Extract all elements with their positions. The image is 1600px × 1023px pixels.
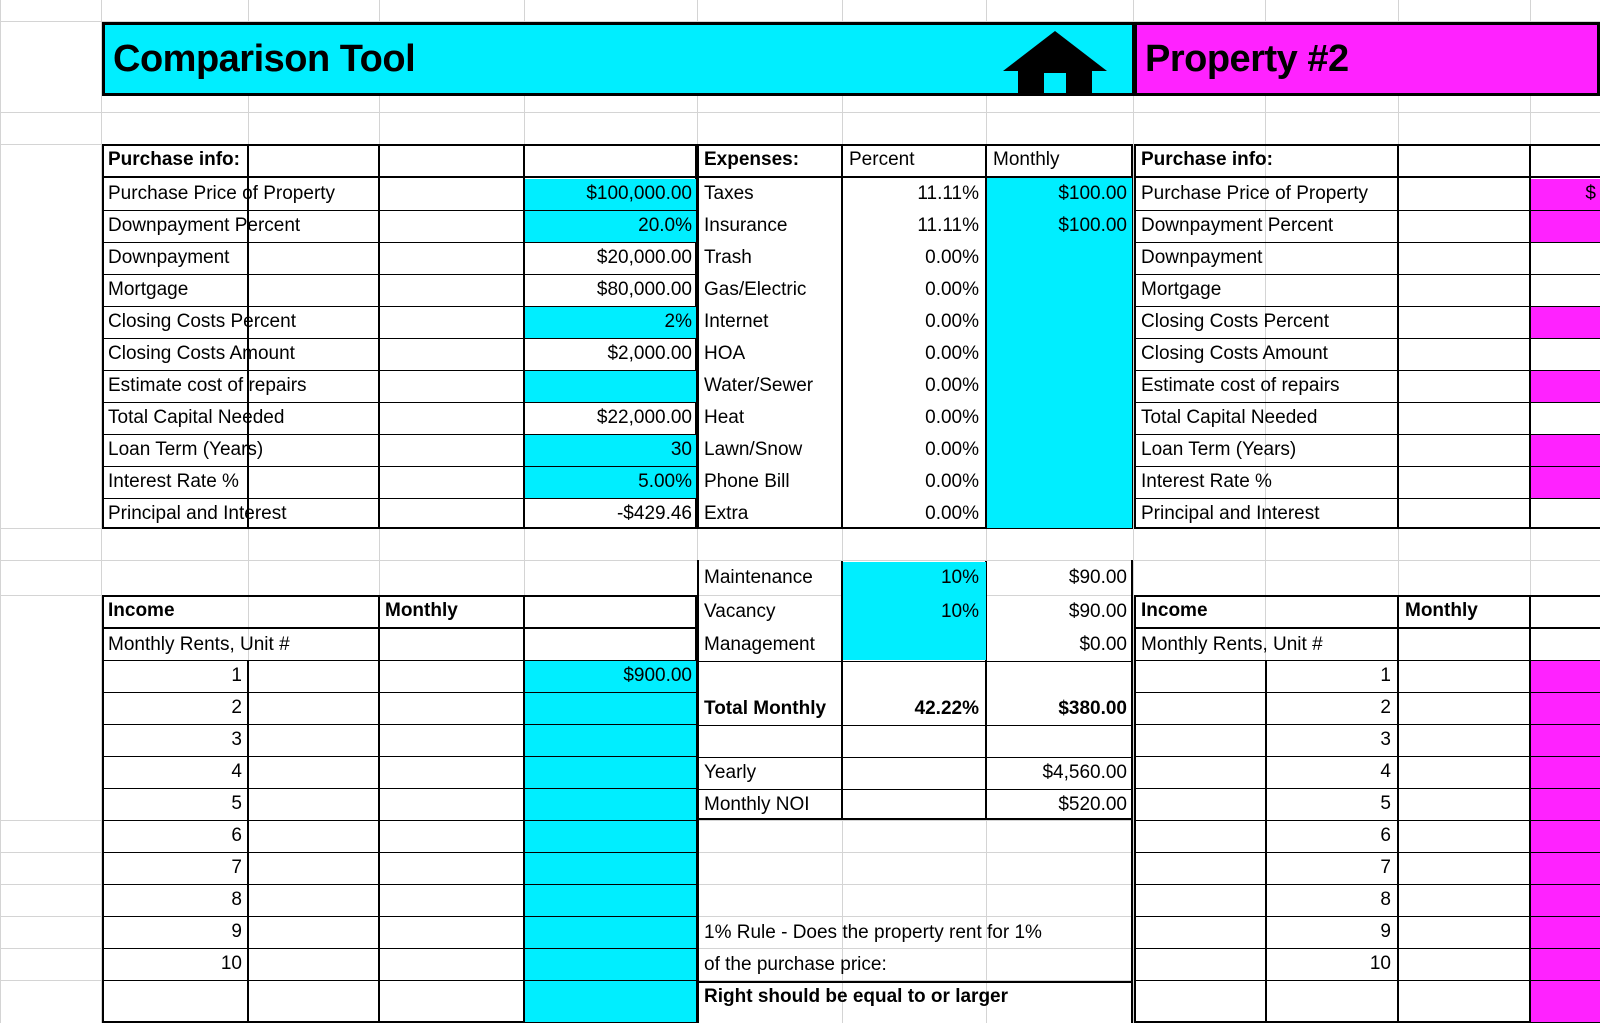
p2-unit-number: 4	[1380, 761, 1391, 782]
expense-label: HOA	[704, 343, 746, 364]
p1-purchase-label: Interest Rate %	[108, 471, 239, 492]
expense-percent: 11.11%	[917, 215, 979, 236]
p1-purchase-value[interactable]: 2%	[525, 307, 696, 339]
gridline	[0, 0, 1, 1023]
p1-purchase-value[interactable]: $100,000.00	[525, 179, 696, 211]
expense-label: Phone Bill	[704, 471, 790, 492]
p1-unit-number: 9	[231, 921, 242, 942]
expense-percent: 0.00%	[925, 503, 979, 524]
expense-percent: 0.00%	[925, 343, 979, 364]
block-divider	[697, 820, 699, 1023]
p2-purchase-label: Closing Costs Amount	[1141, 343, 1328, 364]
p2-unit-number: 1	[1380, 665, 1391, 686]
one-percent-rule-line3: Right should be equal to or larger	[704, 986, 1009, 1007]
row-divider	[102, 980, 697, 981]
p2-purchase-label: Downpayment	[1141, 247, 1263, 268]
p1-purchase-label: Mortgage	[108, 279, 189, 300]
row-divider	[697, 725, 1133, 726]
p1-unit-number: 8	[231, 889, 242, 910]
p2-purchase-label: Interest Rate %	[1141, 471, 1272, 492]
expense-percent: 11.11%	[917, 183, 979, 204]
expenses-percent-header: Percent	[849, 149, 915, 170]
p1-unit-value[interactable]: $900.00	[525, 661, 696, 693]
p1-purchase-value[interactable]: $80,000.00	[596, 279, 692, 300]
p2-purchase-label: Purchase Price of Property	[1141, 183, 1369, 204]
p2-purchase-header: Purchase info:	[1141, 149, 1273, 170]
p1-purchase-label: Closing Costs Amount	[108, 343, 295, 364]
block-divider	[1397, 144, 1399, 529]
expense-monthly[interactable]: $100.00	[987, 179, 1131, 211]
property2-title: Property #2	[1145, 37, 1349, 80]
expense-percent: 0.00%	[925, 311, 979, 332]
p1-purchase-value[interactable]: $22,000.00	[596, 407, 692, 428]
p1-purchase-value[interactable]: 20.0%	[525, 211, 696, 243]
one-percent-rule-line1: 1% Rule - Does the property rent for 1%	[704, 922, 1042, 943]
p2-purchase-value[interactable]	[1531, 371, 1600, 403]
monthly-noi-label: Monthly NOI	[704, 794, 810, 815]
p2-purchase-label: Total Capital Needed	[1141, 407, 1318, 428]
expense-percent: 0.00%	[925, 407, 979, 428]
p1-purchase-label: Estimate cost of repairs	[108, 375, 307, 396]
p1-income-subheader: Monthly Rents, Unit #	[108, 634, 290, 655]
p2-purchase-label: Loan Term (Years)	[1141, 439, 1297, 460]
house-icon	[1000, 29, 1110, 96]
p1-purchase-label: Principal and Interest	[108, 503, 287, 524]
yearly-label: Yearly	[704, 762, 757, 783]
block-divider	[1131, 820, 1133, 1023]
expense-percent: 0.00%	[925, 375, 979, 396]
p1-purchase-label: Loan Term (Years)	[108, 439, 264, 460]
expense-label: Gas/Electric	[704, 279, 807, 300]
expense-label: Heat	[704, 407, 745, 428]
p1-purchase-value[interactable]: $20,000.00	[596, 247, 692, 268]
expense-percent: 0.00%	[925, 279, 979, 300]
variable-monthly: $90.00	[1068, 601, 1127, 622]
p2-purchase-label: Principal and Interest	[1141, 503, 1320, 524]
p1-purchase-label: Total Capital Needed	[108, 407, 285, 428]
variable-monthly: $0.00	[1079, 634, 1127, 655]
p1-purchase-value[interactable]: 30	[525, 435, 696, 467]
p2-unit-number: 2	[1380, 697, 1391, 718]
total-monthly-percent: 42.22%	[914, 698, 979, 719]
block-divider	[247, 660, 249, 1023]
variable-label: Management	[704, 634, 815, 655]
p2-unit-number: 8	[1380, 889, 1391, 910]
p2-income-value-band[interactable]	[1531, 661, 1600, 1022]
expense-percent: 0.00%	[925, 439, 979, 460]
total-monthly-value: $380.00	[1058, 698, 1127, 719]
p1-unit-number: 6	[231, 825, 242, 846]
p2-purchase-value[interactable]	[1531, 211, 1600, 243]
p1-unit-number: 1	[231, 665, 242, 686]
expense-label: Insurance	[704, 215, 788, 236]
p1-purchase-label: Closing Costs Percent	[108, 311, 296, 332]
gridline	[0, 112, 1600, 113]
p2-income-header: Income	[1141, 600, 1208, 621]
p2-income-subheader: Monthly Rents, Unit #	[1141, 634, 1323, 655]
p1-purchase-label: Downpayment	[108, 247, 230, 268]
expense-percent: 0.00%	[925, 471, 979, 492]
p2-purchase-label: Estimate cost of repairs	[1141, 375, 1340, 396]
p2-income-monthly-header: Monthly	[1405, 600, 1478, 621]
variable-monthly: $90.00	[1068, 567, 1127, 588]
p1-purchase-label: Purchase Price of Property	[108, 183, 336, 204]
p2-purchase-value[interactable]	[1531, 307, 1600, 339]
p2-purchase-label: Downpayment Percent	[1141, 215, 1334, 236]
p2-purchase-value[interactable]	[1531, 435, 1600, 467]
row-divider	[1134, 980, 1600, 981]
p2-unit-number: 7	[1380, 857, 1391, 878]
variable-percent[interactable]: 10%	[843, 597, 983, 629]
total-monthly-label: Total Monthly	[704, 698, 827, 719]
expense-label: Extra	[704, 503, 749, 524]
variable-label: Maintenance	[704, 567, 813, 588]
p2-purchase-value[interactable]: $	[1531, 179, 1600, 211]
page-title: Comparison Tool	[113, 37, 416, 80]
p1-unit-number: 10	[220, 953, 242, 974]
p1-purchase-label: Downpayment Percent	[108, 215, 301, 236]
p1-income-value-band[interactable]	[525, 661, 696, 1022]
p1-purchase-value[interactable]: 5.00%	[525, 467, 696, 499]
p2-purchase-label: Mortgage	[1141, 279, 1222, 300]
p1-purchase-value[interactable]: -$429.46	[616, 503, 692, 524]
monthly-noi-value: $520.00	[1058, 794, 1127, 815]
p2-unit-number: 6	[1380, 825, 1391, 846]
expense-percent: 0.00%	[925, 247, 979, 268]
row-divider	[697, 661, 1133, 662]
p2-unit-number: 10	[1369, 953, 1391, 974]
p1-purchase-header: Purchase info:	[108, 149, 240, 170]
p1-unit-number: 2	[231, 697, 242, 718]
p1-purchase-value[interactable]	[525, 371, 696, 403]
expense-label: Lawn/Snow	[704, 439, 803, 460]
p1-unit-number: 3	[231, 729, 242, 750]
property2-banner	[1134, 22, 1600, 96]
p1-income-monthly-header: Monthly	[385, 600, 458, 621]
yearly-value: $4,560.00	[1042, 762, 1127, 783]
expense-label: Water/Sewer	[704, 375, 814, 396]
variable-percent[interactable]: 10%	[843, 563, 983, 595]
p2-purchase-label: Closing Costs Percent	[1141, 311, 1329, 332]
p2-purchase-value[interactable]	[1531, 467, 1600, 499]
comparison-tool-banner	[102, 22, 1135, 96]
p1-unit-number: 4	[231, 761, 242, 782]
variable-label: Vacancy	[704, 601, 776, 622]
expenses-header: Expenses:	[704, 149, 800, 170]
p1-purchase-value[interactable]: $2,000.00	[607, 343, 692, 364]
expense-label: Trash	[704, 247, 752, 268]
p1-income-header: Income	[108, 600, 175, 621]
expense-monthly[interactable]: $100.00	[987, 211, 1131, 243]
p1-unit-number: 5	[231, 793, 242, 814]
expense-label: Taxes	[704, 183, 754, 204]
p2-unit-number: 9	[1380, 921, 1391, 942]
one-percent-rule-line2: of the purchase price:	[704, 954, 887, 975]
p1-unit-number: 7	[231, 857, 242, 878]
expenses-monthly-header: Monthly	[993, 149, 1060, 170]
p2-unit-number: 3	[1380, 729, 1391, 750]
block-divider	[378, 144, 380, 529]
p2-unit-number: 5	[1380, 793, 1391, 814]
expense-label: Internet	[704, 311, 769, 332]
